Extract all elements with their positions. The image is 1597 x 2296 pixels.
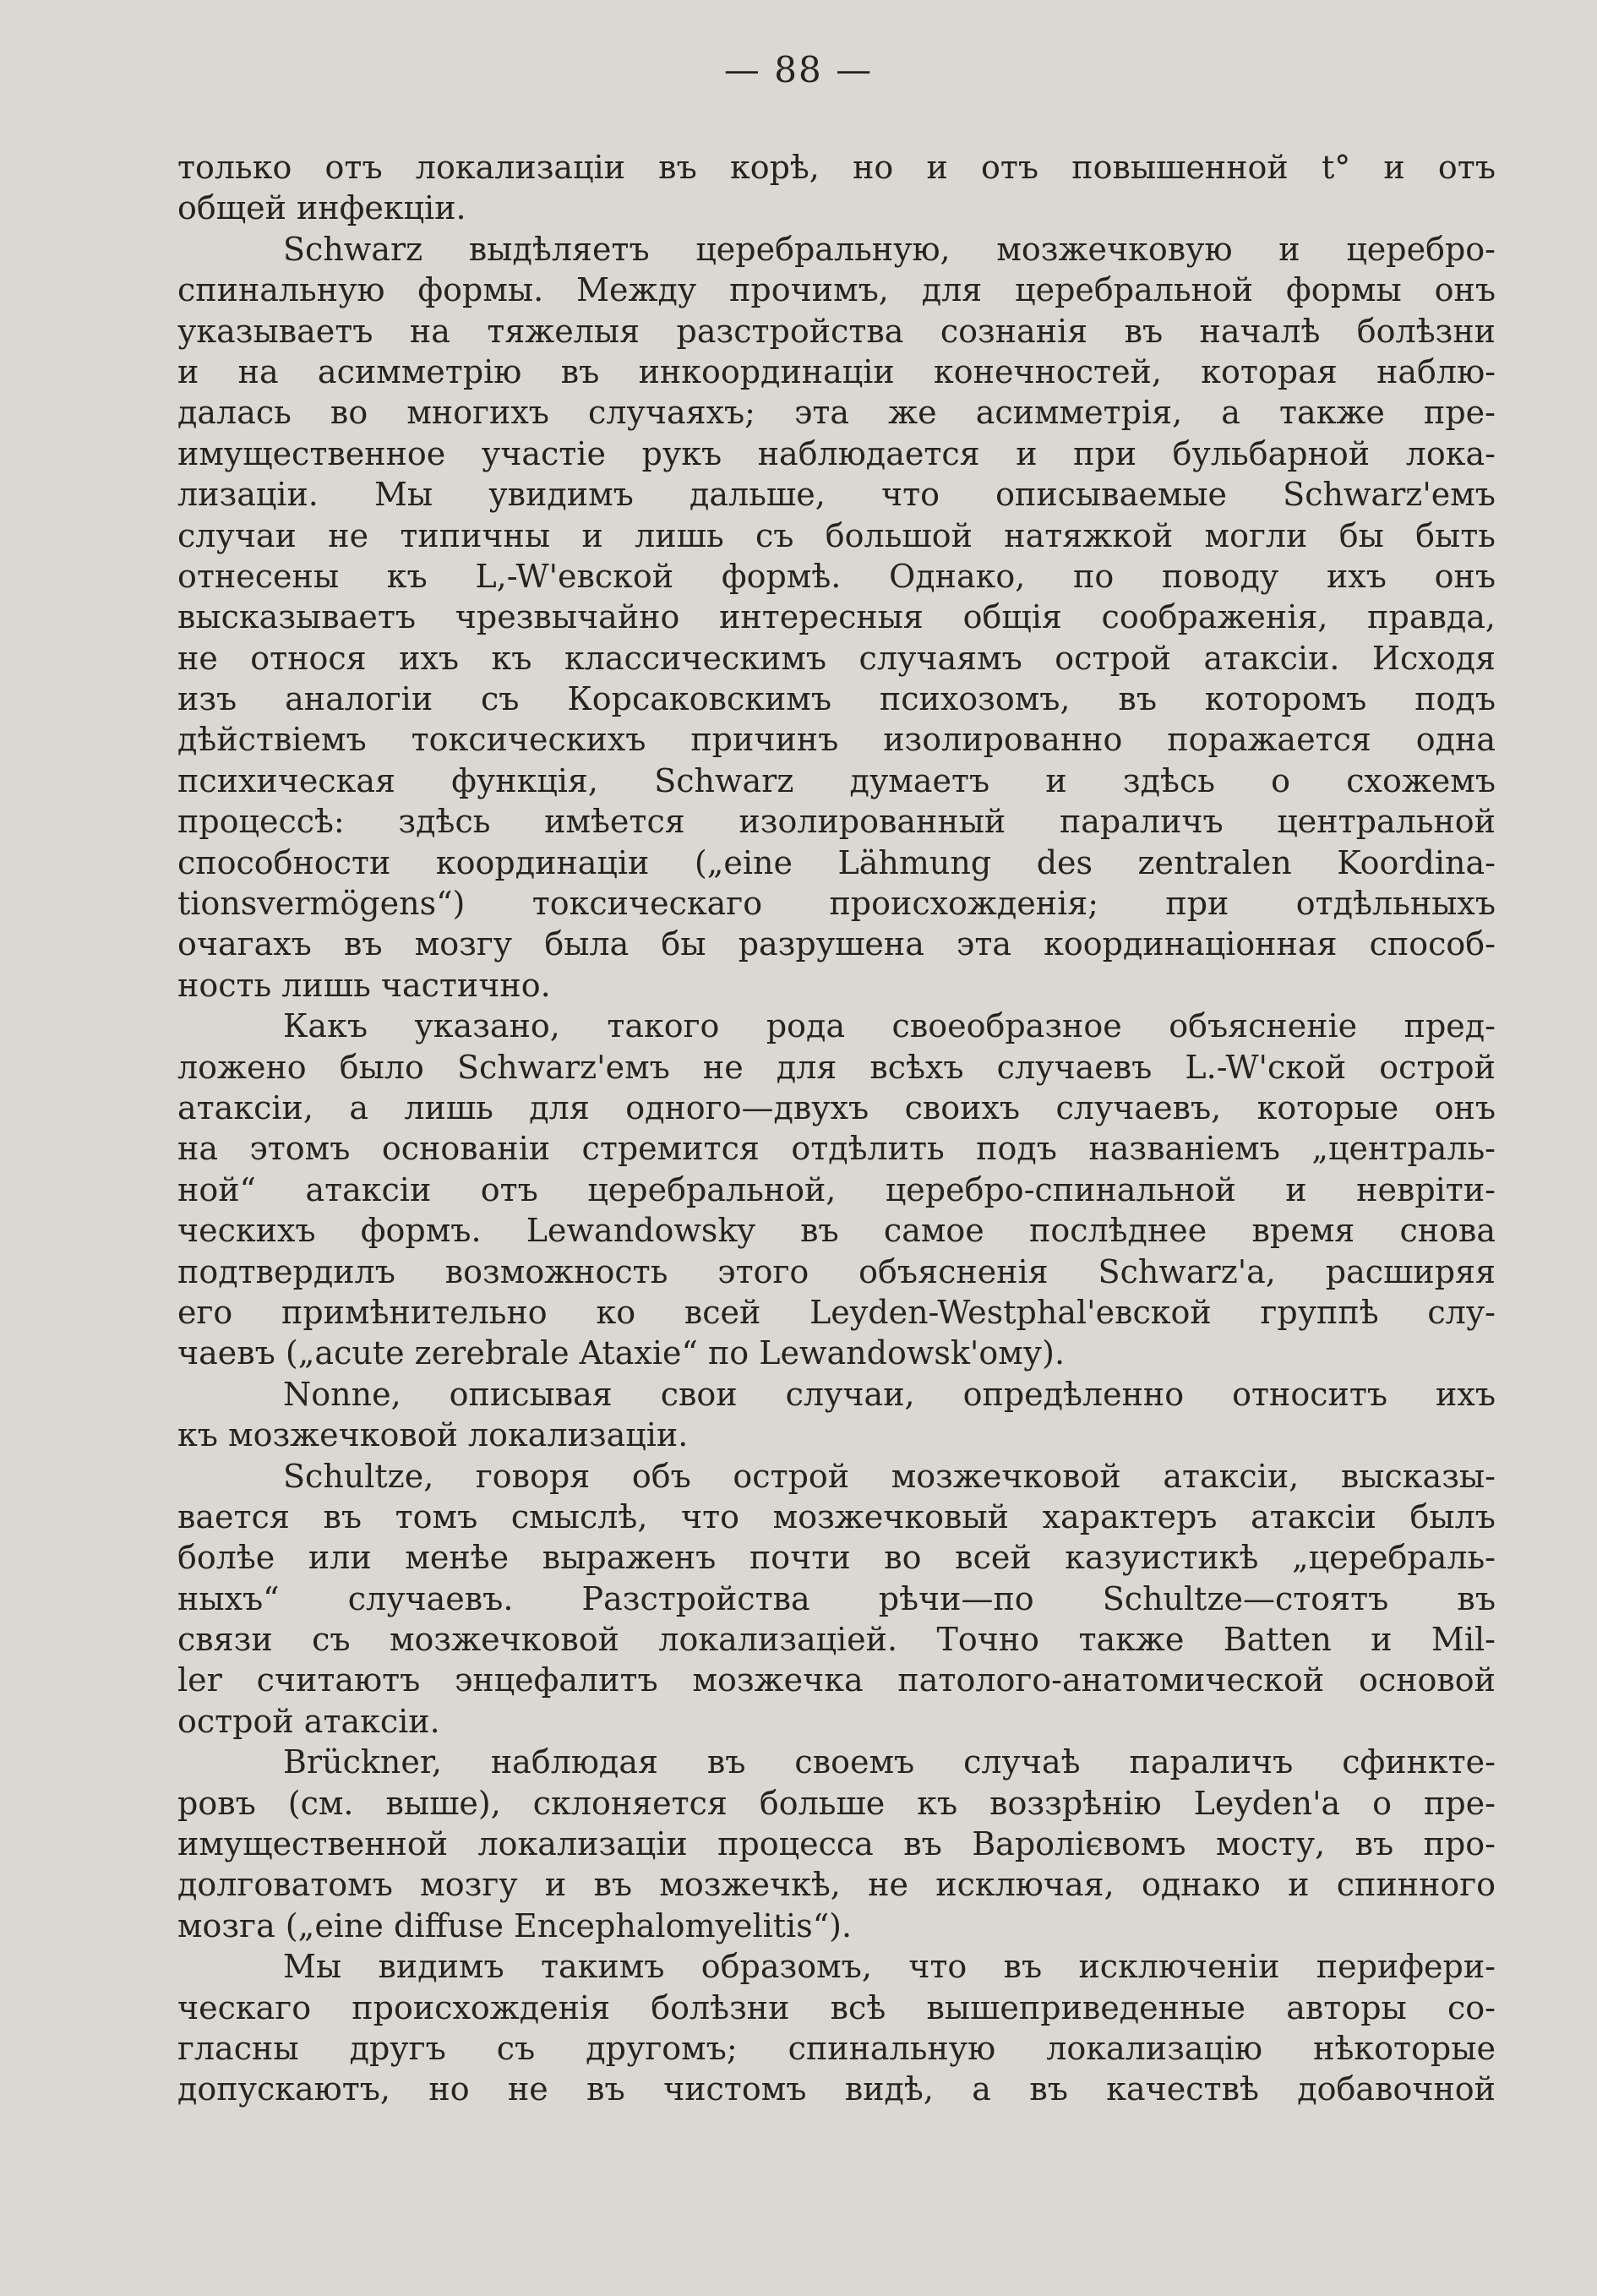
text-line: ler считаютъ энцефалитъ мозжечка патолого-анатомической основой	[177, 1661, 1496, 1699]
text-line: далась во многихъ случаяхъ; эта же асимметрія, а также пре-	[177, 394, 1496, 432]
text-line: ность лишь частично.	[177, 966, 551, 1004]
text-line: Schwarz выдѣляетъ церебральную, мозжечковую и церебро-	[283, 230, 1496, 268]
text-line: отнесены къ L,-W'евской формѣ. Однако, по поводу ихъ онъ	[177, 557, 1496, 595]
text-line: способности координаціи („eine Lähmung des zentralen Koordina-	[177, 843, 1496, 881]
text-line: имущественной локализаціи процесса въ Варолієвомъ мосту, въ про-	[177, 1825, 1496, 1863]
page-number: — 88 —	[723, 49, 874, 90]
text-line: Schultze, говоря объ острой мозжечковой атаксіи, высказы-	[283, 1457, 1496, 1495]
text-line: гласны другъ съ другомъ; спинальную локализацію нѣкоторые	[177, 2029, 1496, 2067]
text-line: не относя ихъ къ классическимъ случаямъ острой атаксіи. Исходя	[177, 639, 1496, 677]
text-line: къ мозжечковой локализаціи.	[177, 1416, 689, 1454]
text-line: очагахъ въ мозгу была бы разрушена эта координаціонная способ-	[177, 925, 1496, 963]
text-line: связи съ мозжечковой локализаціей. Точно также Batten и Mil-	[177, 1621, 1496, 1659]
text-line: атаксіи, а лишь для одного—двухъ своихъ случаевъ, которые онъ	[177, 1088, 1496, 1126]
text-line: ческаго происхожденія болѣзни всѣ вышеприведенные авторы со-	[177, 1988, 1496, 2026]
text-line: спинальную формы. Между прочимъ, для церебральной формы онъ	[177, 271, 1496, 309]
body-text	[177, 147, 1496, 2110]
text-line: чаевъ („acute zerebrale Ataxie“ по Lewandowsk'ому).	[177, 1334, 1066, 1372]
text-line: процессѣ: здѣсь имѣется изолированный параличъ центральной	[177, 803, 1496, 841]
text-line: мозга („eine diffuse Encephalomyelitis“).	[177, 1906, 853, 1944]
text-line: ной“ атаксіи отъ церебральной, церебро-спинальной и невріти-	[177, 1170, 1496, 1208]
text-line: только отъ локализаціи въ корѣ, но и отъ повышенной t° и отъ	[177, 149, 1496, 186]
text-line: подтвердилъ возможность этого объясненія Schwarz'а, расширяя	[177, 1252, 1496, 1290]
text-line: высказываетъ чрезвычайно интересныя общія соображенія, правда,	[177, 598, 1496, 636]
text-line: случаи не типичны и лишь съ большой натяжкой могли бы быть	[177, 516, 1496, 554]
text-line: на этомъ основаніи стремится отдѣлить подъ названіемъ „централь-	[177, 1130, 1496, 1168]
text-line: острой атаксіи.	[177, 1702, 440, 1740]
text-line: долговатомъ мозгу и въ мозжечкѣ, не исключая, однако и спинного	[177, 1866, 1496, 1904]
text-line: ложено было Schwarz'емъ не для всѣхъ случаевъ L.-W'ской острой	[177, 1048, 1496, 1086]
text-line: болѣе или менѣе выраженъ почти во всей казуистикѣ „церебраль-	[177, 1539, 1496, 1577]
text-line: допускаютъ, но не въ чистомъ видѣ, а въ качествѣ добавочной	[177, 2070, 1496, 2108]
text-line: имущественное участіе рукъ наблюдается и при бульбарной лока-	[177, 434, 1496, 472]
text-line: ныхъ“ случаевъ. Разстройства рѣчи—по Schultze—стоятъ въ	[177, 1579, 1496, 1617]
text-line: Мы видимъ такимъ образомъ, что въ исключеніи перифери-	[283, 1948, 1496, 1986]
text-line: Nonne, описывая свои случаи, опредѣленно относитъ ихъ	[283, 1375, 1496, 1413]
text-line: его примѣнительно ко всей Leyden-Westphal'евской группѣ слу-	[177, 1293, 1496, 1331]
text-line: лизаціи. Мы увидимъ дальше, что описываемые Schwarz'емъ	[177, 476, 1496, 514]
text-line: указываетъ на тяжелыя разстройства сознанія въ началѣ болѣзни	[177, 312, 1496, 350]
text-line: tionsvermögens“) токсическаго происхожденія; при отдѣльныхъ	[177, 885, 1496, 923]
text-line: дѣйствіемъ токсическихъ причинъ изолированно поражается одна	[177, 721, 1496, 759]
text-line: вается въ томъ смыслѣ, что мозжечковый характеръ атаксіи былъ	[177, 1497, 1496, 1535]
text-line: ческихъ формъ. Lewandowsky въ самое послѣднее время снова	[177, 1212, 1496, 1250]
text-line: изъ аналогіи съ Корсаковскимъ психозомъ, въ которомъ подъ	[177, 680, 1496, 718]
text-line: ровъ (см. выше), склоняется больше къ воззрѣнію Leyden'а о пре-	[177, 1784, 1496, 1822]
text-line: и на асимметрію въ инкоординаціи конечностей, которая наблю-	[177, 352, 1496, 390]
text-line: психическая функція, Schwarz думаетъ и здѣсь о схожемъ	[177, 761, 1496, 799]
text-line: Какъ указано, такого рода своеобразное объясненіе пред-	[283, 1007, 1496, 1045]
text-line: общей инфекціи.	[177, 189, 466, 227]
text-line: Brückner, наблюдая въ своемъ случаѣ параличъ сфинкте-	[283, 1743, 1496, 1781]
